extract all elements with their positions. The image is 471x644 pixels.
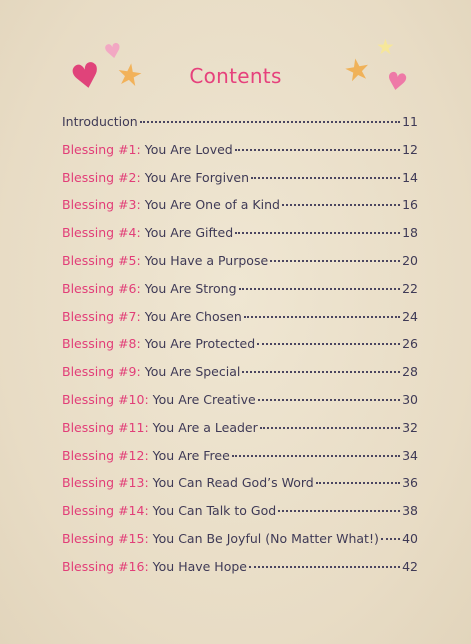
entry-title: Introduction bbox=[62, 114, 138, 129]
entry-prefix: Blessing #2: bbox=[62, 169, 141, 185]
entry-prefix: Blessing #9: bbox=[62, 364, 141, 380]
entry-prefix: Blessing #7: bbox=[62, 308, 141, 324]
dot-leader bbox=[232, 455, 400, 457]
entry-title: You Are One of a Kind bbox=[144, 197, 280, 213]
toc-entry[interactable] bbox=[62, 225, 418, 253]
star-icon: ★ bbox=[341, 50, 374, 91]
heart-icon: ♥ bbox=[102, 37, 124, 65]
entry-title: You Have a Purpose bbox=[144, 252, 269, 268]
entry-title: You Are a Leader bbox=[152, 419, 258, 435]
dot-leader bbox=[239, 288, 401, 290]
entry-title: You Are Special bbox=[144, 364, 241, 380]
entry-prefix: Blessing #15: bbox=[62, 530, 149, 546]
heart-icon: ♥ bbox=[383, 66, 410, 98]
toc-entry[interactable] bbox=[62, 142, 418, 170]
star-icon: ★ bbox=[113, 56, 146, 95]
toc-entry[interactable] bbox=[62, 253, 418, 281]
page-number: 38 bbox=[402, 503, 418, 519]
page-number: 34 bbox=[402, 447, 418, 463]
page-number: 20 bbox=[402, 252, 418, 268]
page-number: 42 bbox=[402, 558, 418, 574]
entry-title: You Are Loved bbox=[144, 141, 233, 157]
dot-leader bbox=[249, 566, 400, 568]
entry-title: You Have Hope bbox=[152, 558, 247, 574]
page-number: 11 bbox=[402, 114, 418, 129]
entry-title: You Are Protected bbox=[144, 336, 256, 352]
dot-leader bbox=[251, 177, 400, 179]
entry-prefix: Blessing #1: bbox=[62, 141, 141, 157]
entry-prefix: Blessing #5: bbox=[62, 252, 141, 268]
page-number: 30 bbox=[402, 391, 418, 407]
dot-leader bbox=[235, 149, 400, 151]
toc-entry[interactable] bbox=[62, 503, 418, 531]
page-number: 32 bbox=[402, 419, 418, 435]
dot-leader bbox=[242, 371, 400, 373]
page-number: 22 bbox=[402, 280, 418, 296]
entry-prefix: Blessing #12: bbox=[62, 447, 149, 463]
entry-title: You Are Gifted bbox=[144, 225, 234, 241]
entry-title: You Are Chosen bbox=[144, 308, 242, 324]
toc-entry[interactable] bbox=[62, 309, 418, 337]
page-number: 40 bbox=[402, 530, 418, 546]
entry-prefix: Blessing #4: bbox=[62, 225, 141, 241]
entry-title: You Can Read God’s Word bbox=[152, 475, 314, 491]
toc-entry[interactable] bbox=[62, 559, 418, 587]
table-of-contents bbox=[62, 114, 418, 587]
entry-prefix: Blessing #10: bbox=[62, 391, 149, 407]
entry-prefix: Blessing #3: bbox=[62, 197, 141, 213]
dot-leader bbox=[381, 538, 400, 540]
toc-entry[interactable] bbox=[62, 531, 418, 559]
dot-leader bbox=[260, 427, 400, 429]
entry-title: You Can Talk to God bbox=[152, 503, 277, 519]
entry-title: You Are Creative bbox=[152, 391, 256, 407]
entry-title: You Are Strong bbox=[144, 280, 237, 296]
dot-leader bbox=[270, 260, 400, 262]
toc-entry[interactable] bbox=[62, 420, 418, 448]
toc-entry[interactable] bbox=[62, 281, 418, 309]
page-number: 24 bbox=[402, 308, 418, 324]
dot-leader bbox=[282, 204, 400, 206]
entry-prefix: Blessing #13: bbox=[62, 475, 149, 491]
toc-entry[interactable] bbox=[62, 448, 418, 476]
page-number: 14 bbox=[402, 169, 418, 185]
page-number: 12 bbox=[402, 141, 418, 157]
dot-leader bbox=[258, 399, 400, 401]
entry-title: You Are Free bbox=[152, 447, 230, 463]
toc-entry[interactable] bbox=[62, 475, 418, 503]
page-number: 18 bbox=[402, 225, 418, 241]
entry-prefix: Blessing #14: bbox=[62, 503, 149, 519]
entry-prefix: Blessing #16: bbox=[62, 558, 149, 574]
dot-leader bbox=[244, 316, 400, 318]
toc-entry[interactable] bbox=[62, 197, 418, 225]
page-number: 16 bbox=[402, 197, 418, 213]
page-number: 28 bbox=[402, 364, 418, 380]
dot-leader bbox=[235, 232, 400, 234]
page-number: 36 bbox=[402, 475, 418, 491]
page-number: 26 bbox=[402, 336, 418, 352]
heart-icon: ♥ bbox=[67, 54, 106, 100]
page-title: Contents bbox=[189, 64, 282, 88]
entry-prefix: Blessing #8: bbox=[62, 336, 141, 352]
entry-prefix: Blessing #11: bbox=[62, 419, 149, 435]
toc-entry[interactable] bbox=[62, 364, 418, 392]
entry-title: You Are Forgiven bbox=[144, 169, 250, 185]
toc-entry[interactable] bbox=[62, 392, 418, 420]
star-icon: ★ bbox=[376, 35, 395, 59]
toc-entry[interactable] bbox=[62, 170, 418, 198]
toc-entry[interactable] bbox=[62, 336, 418, 364]
toc-entry[interactable] bbox=[62, 114, 418, 142]
dot-leader bbox=[278, 510, 400, 512]
dot-leader bbox=[316, 482, 400, 484]
entry-prefix: Blessing #6: bbox=[62, 280, 141, 296]
dot-leader bbox=[140, 121, 400, 123]
entry-title: You Can Be Joyful (No Matter What!) bbox=[152, 530, 379, 546]
dot-leader bbox=[257, 343, 400, 345]
